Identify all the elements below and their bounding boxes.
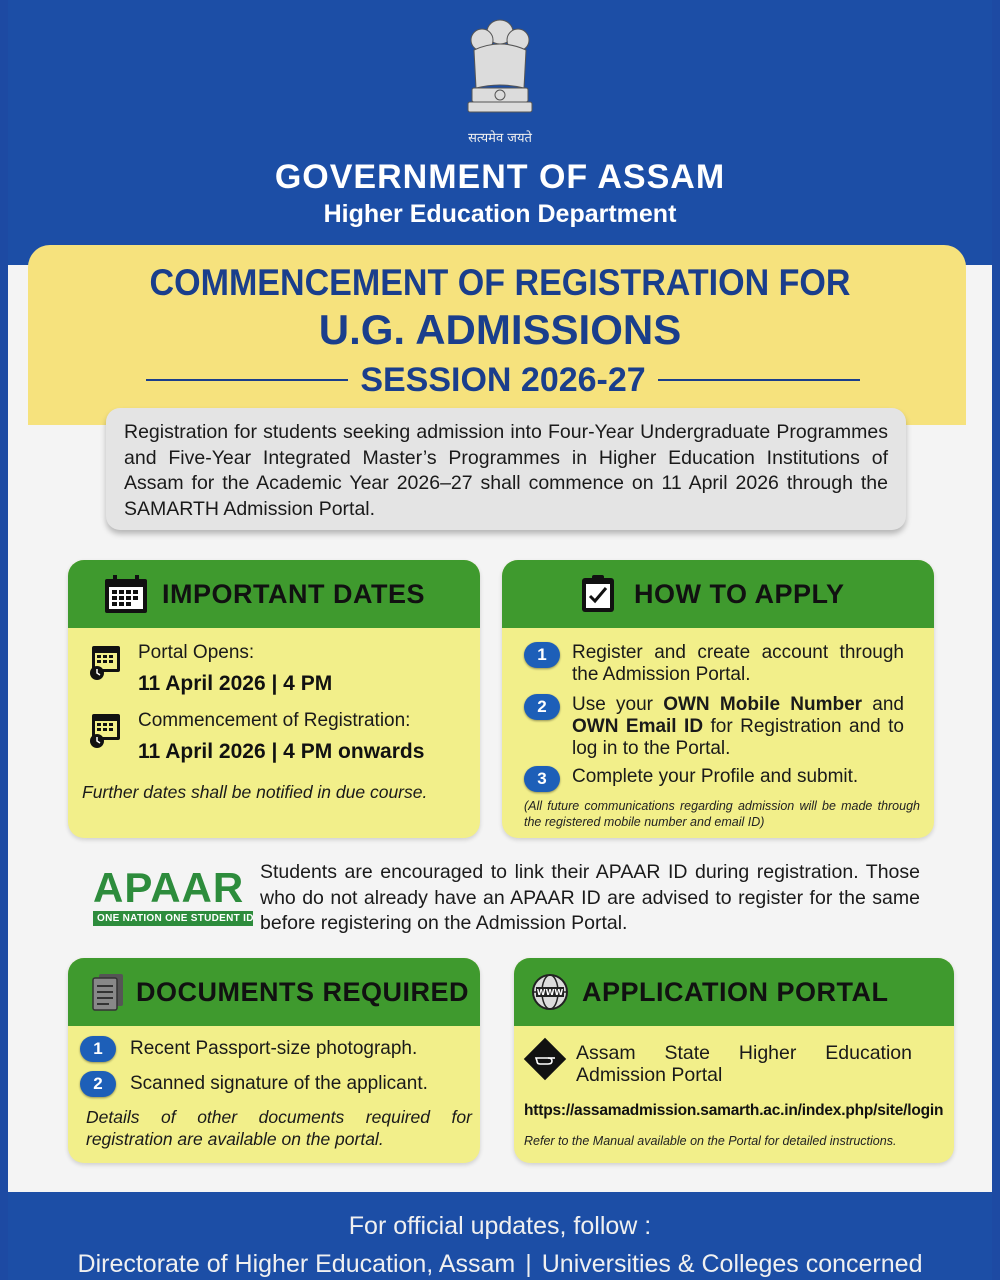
globe-icon (528, 970, 572, 1014)
calendar-clock-icon (88, 642, 124, 682)
step-number: 1 (524, 642, 560, 668)
footer-separator: | (525, 1250, 532, 1278)
notice-page (8, 0, 992, 1280)
apaar-logo (93, 864, 254, 926)
important-dates-card (68, 560, 480, 838)
session-row (146, 360, 860, 400)
apaar-logo-tagline: ONE NATION ONE STUDENT ID (93, 911, 253, 926)
communication-note: (All future communications regarding admission will be made through the registered mobile number and email ID) (524, 799, 920, 829)
document-icon (86, 970, 130, 1014)
portal-name: Assam State Higher Education Admission Portal (576, 1042, 912, 1086)
portal-url-link[interactable]: https://assamadmission.samarth.ac.in/index.php/site/login (524, 1102, 944, 1119)
important-dates-header (68, 560, 480, 628)
divider (658, 379, 860, 381)
application-portal-card (514, 958, 954, 1163)
important-dates-title: IMPORTANT DATES (162, 578, 425, 609)
step-item (524, 766, 914, 792)
document-number: 1 (80, 1036, 116, 1062)
banner-subheading: U.G. ADMISSIONS (318, 306, 682, 353)
national-emblem-icon (460, 10, 540, 125)
step-text: Complete your Profile and submit. (572, 766, 859, 787)
further-dates-note: Further dates shall be notified in due course. (82, 782, 428, 802)
how-to-apply-header (502, 560, 934, 628)
calendar-icon (104, 572, 148, 616)
footer-follow-text: For official updates, follow : (348, 1212, 652, 1240)
document-number: 2 (80, 1071, 116, 1097)
portal-title: APPLICATION PORTAL (582, 976, 889, 1007)
step-text: Use your OWN Mobile Number and OWN Email ID for Registration and to log in to the Portal. (572, 694, 904, 759)
how-to-apply-card (502, 560, 934, 838)
date-value: 11 April 2026 | 4 PM (138, 672, 333, 695)
date-label: Commencement of Registration: (138, 710, 411, 731)
divider (146, 379, 348, 381)
portal-manual-note: Refer to the Manual available on the Portal for detailed instructions. (524, 1134, 897, 1148)
apaar-logo-word: APAAR (93, 864, 245, 911)
pointing-hand-icon (522, 1036, 568, 1082)
documents-note: Details of other documents required for registration are available on the portal. (86, 1107, 472, 1149)
footer-directorate: Directorate of Higher Education, Assam (77, 1250, 516, 1278)
footer-sources (8, 1250, 992, 1279)
step-item (524, 694, 914, 760)
portal-header (514, 958, 954, 1026)
session-label: SESSION 2026-27 (360, 360, 646, 399)
intro-text: Registration for students seeking admission into Four-Year Undergraduate Programmes and Five-Year Integrated Master’s Programmes in Higher Education Institutions of Assam for the Academic Year 2026–27 shall commence on 11 April 2026 through the SAMARTH Admission Portal. (124, 421, 888, 520)
svg-text:WWW: WWW (536, 988, 564, 997)
documents-title: DOCUMENTS REQUIRED (136, 976, 470, 1007)
step-number: 2 (524, 694, 560, 720)
government-title: GOVERNMENT OF ASSAM (274, 158, 726, 196)
documents-card (68, 958, 480, 1163)
step-item (524, 642, 914, 686)
clipboard-icon (576, 572, 620, 616)
how-to-apply-title: HOW TO APPLY (634, 578, 845, 609)
date-label: Portal Opens: (138, 642, 255, 663)
document-item (80, 1071, 428, 1097)
document-item (80, 1036, 417, 1062)
department-title: Higher Education Department (323, 200, 677, 228)
banner-heading: COMMENCEMENT OF REGISTRATION FOR (149, 262, 851, 303)
documents-header (68, 958, 480, 1026)
document-text: Scanned signature of the applicant. (130, 1073, 428, 1094)
apaar-text: Students are encouraged to link their APAAR ID during registration. Those who do not already have an APAAR ID are advised to register for the same before registering on the Admission Portal. (260, 861, 920, 934)
calendar-clock-icon (88, 710, 124, 750)
date-value: 11 April 2026 | 4 PM onwards (138, 740, 425, 763)
motto-text: सत्यमेव जयते (468, 131, 532, 146)
document-text: Recent Passport-size photograph. (130, 1038, 418, 1059)
intro-box (106, 408, 906, 530)
footer-universities: Universities & Colleges concerned (541, 1250, 923, 1278)
step-text: Register and create account through the Admission Portal. (572, 642, 904, 685)
step-number: 3 (524, 766, 560, 792)
